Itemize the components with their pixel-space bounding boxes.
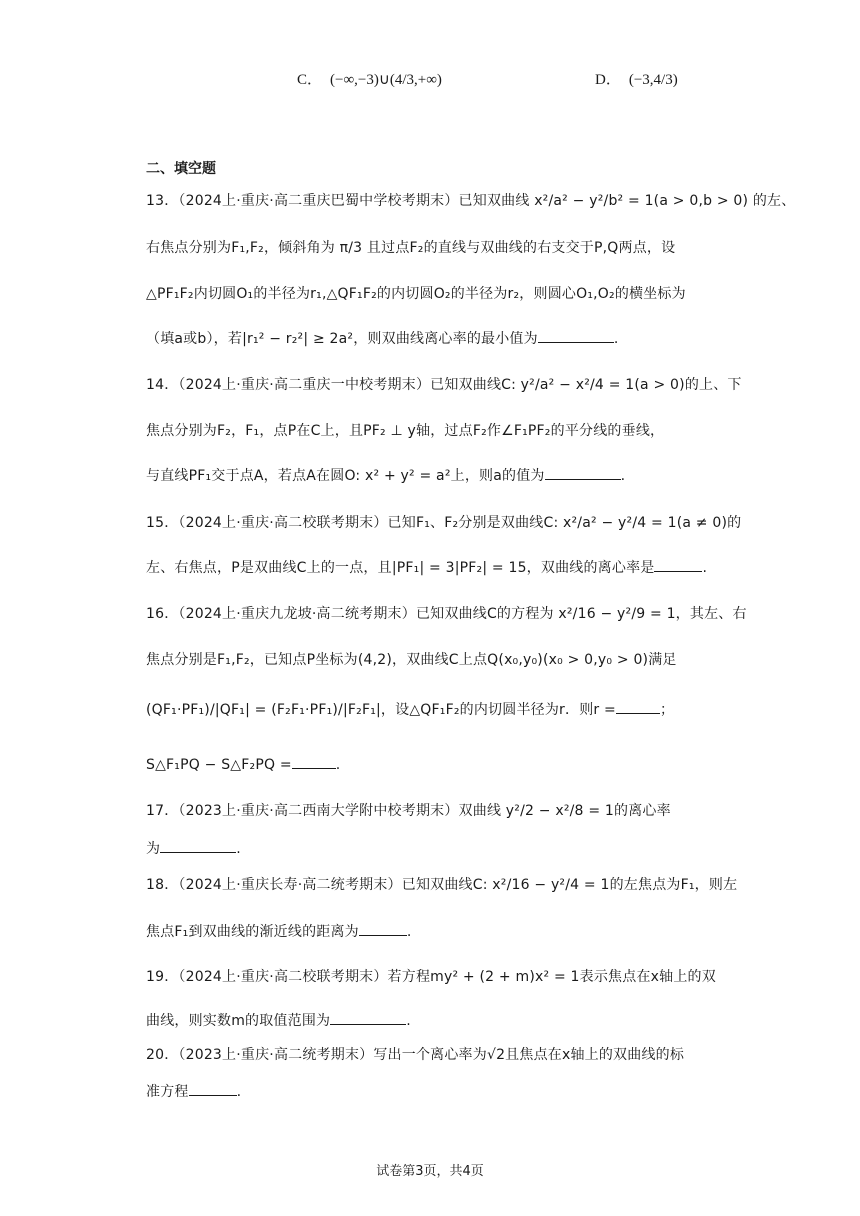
answer-blank xyxy=(654,557,702,572)
section-title: 二、填空题 xyxy=(146,161,216,177)
q15-line-2-text: 左、右焦点，P是双曲线C上的一点，且|PF₁| = 3|PF₂| = 15，双曲线的离心率是 xyxy=(146,560,655,576)
q13-line-2: 右焦点分别为F₁,F₂，倾斜角为 π/3 且过点F₂的直线与双曲线的右支交于P,Q两点，设 xyxy=(146,240,676,256)
q16-line-3: (QF₁·PF₁)/|QF₁| = (F₂F₁·PF₁)/|F₂F₁|，设△QF₁F₂的内切圆半径为r．则r = ； xyxy=(146,699,674,719)
option-c-value: (−∞,−3)∪(4/3,+∞) xyxy=(330,72,442,88)
q18-tail: . xyxy=(406,924,412,940)
q15-tail: . xyxy=(702,560,708,576)
q15-line-1: 15．（2024上·重庆·高二校联考期末）已知F₁、F₂分别是双曲线C: x²/a² − y²/4 = 1(a ≠ 0)的 xyxy=(146,515,742,531)
q14-line-2: 焦点分别为F₂，F₁，点P在C上，且PF₂ ⊥ y轴，过点F₂作∠F₁PF₂的平分线的垂线， xyxy=(146,423,665,439)
answer-blank xyxy=(545,465,621,480)
q14-tail: . xyxy=(620,468,626,484)
q14-line-3-text: 与直线PF₁交于点A，若点A在圆O: x² + y² = a²上，则a的值为 xyxy=(146,468,545,484)
answer-blank xyxy=(538,328,614,343)
q16-line-4-text: S△F₁PQ − S△F₂PQ = xyxy=(146,757,292,773)
q20-tail: . xyxy=(236,1084,242,1100)
option-d-label: D． xyxy=(595,72,621,88)
answer-blank xyxy=(160,838,236,853)
option-c-label: C． xyxy=(297,72,323,88)
q15-line-2 xyxy=(146,557,707,577)
q16-tail: . xyxy=(335,757,341,773)
q14-line-1: 14．（2024上·重庆·高二重庆一中校考期末）已知双曲线C: y²/a² − x²/4 = 1(a > 0)的上、下 xyxy=(146,377,742,393)
option-d-value: (−3,4/3) xyxy=(628,72,678,88)
q19-line-1: 19．（2024上·重庆·高二校联考期末）若方程my² + (2 + m)x² = 1表示焦点在x轴上的双 xyxy=(146,969,716,985)
answer-blank xyxy=(330,1010,406,1025)
q19-tail: . xyxy=(406,1013,411,1029)
q17-tail: . xyxy=(236,841,241,857)
q16-line-3-text: (QF₁·PF₁)/|QF₁| = (F₂F₁·PF₁)/|F₂F₁|，设△QF₁F₂的内切圆半径为r．则r = xyxy=(146,702,616,718)
q20-line-2 xyxy=(146,1081,241,1101)
q20-line-1: 20．（2023上·重庆·高二统考期末）写出一个离心率为√2且焦点在x轴上的双曲线的标 xyxy=(146,1047,685,1063)
answer-blank xyxy=(292,754,336,769)
q17-line-2 xyxy=(146,838,241,858)
q13-tail: . xyxy=(613,331,619,347)
q18-line-2-text: 焦点F₁到双曲线的渐近线的距离为 xyxy=(146,924,359,940)
answer-blank xyxy=(359,921,407,936)
q13-line-4-text: （填a或b），若|r₁² − r₂²| ≥ 2a²，则双曲线离心率的最小值为 xyxy=(146,331,538,347)
q14-line-3 xyxy=(146,465,625,485)
q16-line-4 xyxy=(146,754,340,773)
q19-line-2 xyxy=(146,1010,411,1030)
q13-line-3: △PF₁F₂内切圆O₁的半径为r₁,△QF₁F₂的内切圆O₂的半径为r₂，则圆心O₁,O₂的横坐标为 xyxy=(146,286,686,302)
q20-line-2-text: 准方程 xyxy=(146,1084,189,1100)
option-d xyxy=(595,68,678,89)
q18-line-2 xyxy=(146,921,412,941)
q16-line-2: 焦点分别是F₁,F₂，已知点P坐标为(4,2)，双曲线C上点Q(x₀,y₀)(x₀ > 0,y₀ > 0)满足 xyxy=(146,652,677,668)
q19-line-2-text: 曲线，则实数m的取值范围为 xyxy=(146,1013,331,1029)
q13-line-4 xyxy=(146,328,618,348)
answer-blank xyxy=(189,1081,237,1096)
option-c xyxy=(297,68,442,89)
page-footer: 试卷第3页，共4页 xyxy=(376,1164,484,1179)
q16-line-1: 16．（2024上·重庆九龙坡·高二统考期末）已知双曲线C的方程为 x²/16 − y²/9 = 1，其左、右 xyxy=(146,606,747,622)
q17-line-2-text: 为 xyxy=(146,841,161,857)
q18-line-1: 18．（2024上·重庆长寿·高二统考期末）已知双曲线C: x²/16 − y²/4 = 1的左焦点为F₁，则左 xyxy=(146,877,738,893)
answer-blank xyxy=(616,699,660,714)
q13-line-1: 13．（2024上·重庆·高二重庆巴蜀中学校考期末）已知双曲线 x²/a² − y²/b² = 1(a > 0,b > 0) 的左、 xyxy=(146,193,796,209)
q17-line-1: 17．（2023上·重庆·高二西南大学附中校考期末）双曲线 y²/2 − x²/8 = 1的离心率 xyxy=(146,803,671,819)
